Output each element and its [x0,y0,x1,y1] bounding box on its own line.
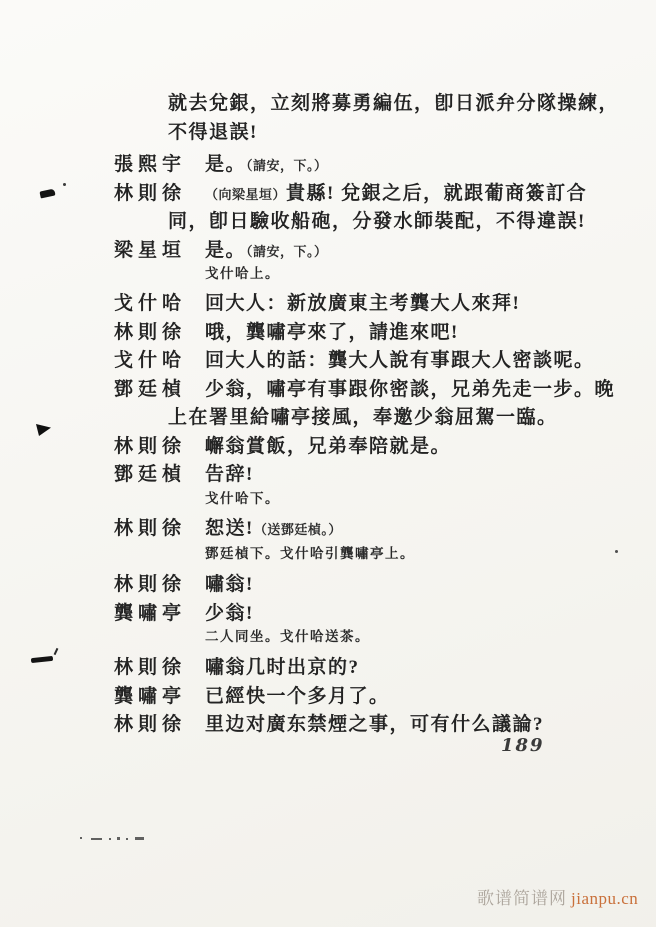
dialogue-text: 就去兌銀，立刻將募勇編伍，卽日派弁分隊操練， [168,93,620,114]
stage-direction-text: 戈什哈下。 [205,491,280,506]
ink-speck [615,550,618,553]
speaker-name: 林則徐 [114,574,187,595]
ink-speck [63,183,66,186]
dialogue-text: 嶰翁賞飯，兄弟奉陪就是。 [205,436,452,457]
ink-mark [39,189,55,199]
speaker-name: 林則徐 [114,183,187,204]
speaker-name: 鄧廷楨 [114,379,187,400]
stage-direction-text: 鄧廷楨下。戈什哈引龔嘯亭上。 [205,546,415,561]
speaker-name: 林則徐 [114,714,187,735]
stage-aside: （向梁星垣） [205,187,287,202]
stage-aside: （請安，下。） [246,158,328,173]
dialogue-text: 貴縣! 兌銀之后，就跟葡商簽訂合 [286,183,588,204]
dialogue-text: 是。 [205,154,247,175]
speaker-name: 林則徐 [114,518,187,539]
speaker-name: 戈什哈 [114,293,187,314]
speaker-name: 戈什哈 [114,350,187,371]
dialogue-text: 少翁! [205,603,254,624]
dialogue-text: 哦，龔嘯亭來了，請進來吧! [205,322,459,343]
dialogue-text: 回大人的話：龔大人說有事跟大人密談呢。 [205,350,595,371]
dialogue-text: 不得退誤! [168,122,258,143]
speaker-name: 張熙宇 [114,154,187,175]
speaker-name: 鄧廷楨 [114,464,187,485]
dialogue-text: 同，卽日驗收船砲，分發水師裝配，不得違誤! [168,211,586,232]
watermark [477,884,638,909]
dialogue-text: 少翁，嘯亭有事跟你密談，兄弟先走一步。晚 [205,379,616,400]
dialogue-text: 恕送! [205,518,254,539]
speaker-name: 林則徐 [114,322,187,343]
speaker-name: 龔嘯亭 [114,603,187,624]
stage-direction-text: 戈什哈上。 [205,266,280,281]
ink-mark [36,424,51,436]
ink-speck [54,648,59,655]
dialogue-text: 已經快一个多月了。 [205,686,390,707]
speaker-name: 林則徐 [114,657,187,678]
dialogue-text: 告辞! [205,464,254,485]
speaker-name: 梁星垣 [114,240,187,261]
dialogue-text: 回大人：新放廣東主考龔大人來拜! [205,293,521,314]
dialogue-text: 里边对廣东禁煙之事，可有什么議論? [205,714,545,735]
dialogue-text: 嘯翁! [205,574,254,595]
dialogue-text: 嘯翁几时出京的? [205,657,360,678]
dialogue-text: 是。 [205,240,247,261]
speaker-name: 林則徐 [114,436,187,457]
page-number: 189 [501,735,545,756]
dialogue-text: 上在署里給嘯亭接風，奉邀少翁屈駕一臨。 [168,407,558,428]
watermark-site-name: 歌谱简谱网 [477,889,567,908]
stage-direction-text: 二人同坐。戈什哈送茶。 [205,629,370,644]
speaker-name: 龔嘯亭 [114,686,187,707]
stage-aside: （請安，下。） [246,244,328,259]
watermark-site-url: jianpu.cn [571,889,639,908]
ink-mark [31,656,53,663]
stage-aside: （送鄧廷楨。） [253,522,342,537]
